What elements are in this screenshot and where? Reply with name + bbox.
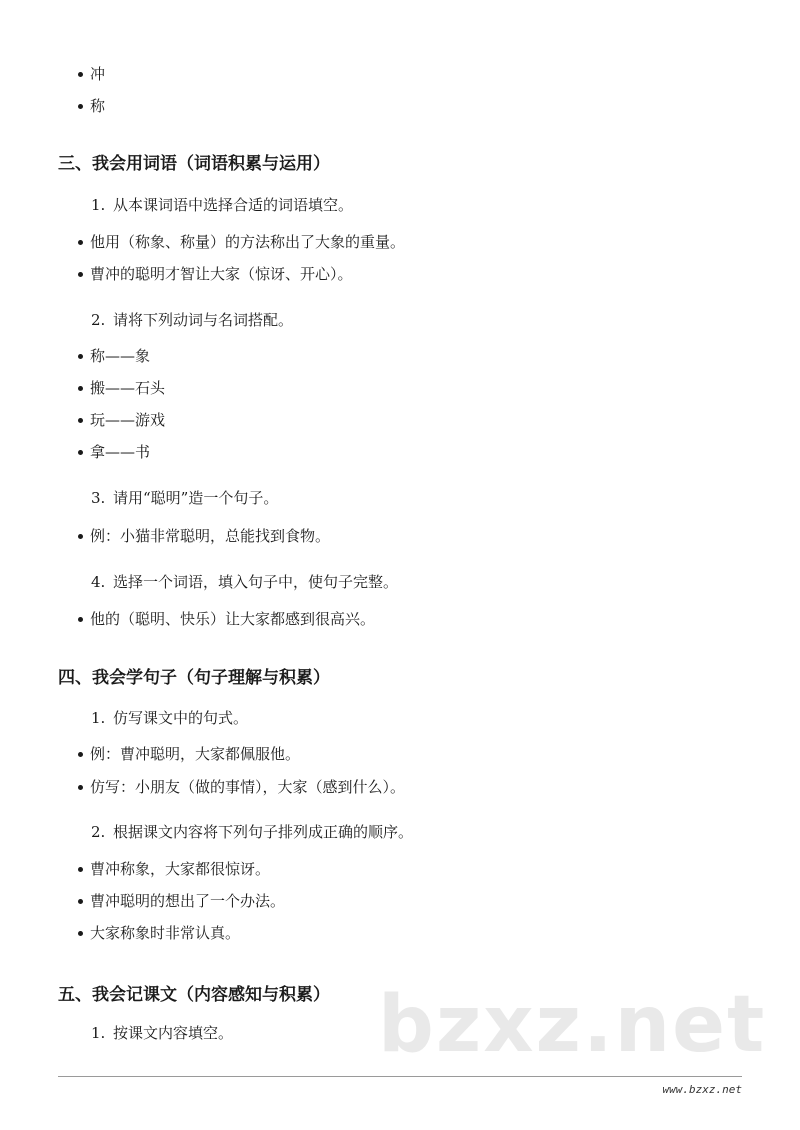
list-item: 例：小猫非常聪明，总能找到食物。 [78, 526, 330, 546]
list-item: 大家称象时非常认真。 [78, 923, 240, 943]
list-item: 他的（聪明、快乐）让大家都感到很高兴。 [78, 609, 375, 629]
list-item: 搬——石头 [78, 378, 165, 398]
question-3: 3. 请用“聪明”造一个句子。 [91, 489, 279, 507]
list-item: 曹冲聪明的想出了一个办法。 [78, 891, 285, 911]
section-heading-3: 三、我会用词语（词语积累与运用） [58, 154, 330, 174]
footer-url: www.bzxz.net [662, 1083, 742, 1096]
list-item: 曹冲的聪明才智让大家（惊讶、开心）。 [78, 264, 353, 284]
list-item: 称——象 [78, 346, 150, 366]
list-item: 冲 [78, 64, 105, 84]
question-4: 4. 选择一个词语，填入句子中，使句子完整。 [91, 573, 399, 591]
list-item: 称 [78, 96, 105, 116]
list-item: 例：曹冲聪明，大家都佩服他。 [78, 744, 300, 764]
section-heading-5: 五、我会记课文（内容感知与积累） [58, 985, 330, 1005]
list-item: 拿——书 [78, 442, 150, 462]
question-1: 1. 按课文内容填空。 [91, 1024, 234, 1042]
watermark: bzxz.net [378, 980, 767, 1070]
list-item: 玩——游戏 [78, 410, 165, 430]
list-item: 仿写：小朋友（做的事情），大家（感到什么）。 [78, 777, 405, 797]
question-1: 1. 仿写课文中的句式。 [91, 709, 249, 727]
list-item: 他用（称象、称量）的方法称出了大象的重量。 [78, 232, 405, 252]
section-heading-4: 四、我会学句子（句子理解与积累） [58, 668, 330, 688]
question-1: 1. 从本课词语中选择合适的词语填空。 [91, 196, 354, 214]
question-2: 2. 请将下列动词与名词搭配。 [91, 311, 294, 329]
list-item: 曹冲称象，大家都很惊讶。 [78, 859, 270, 879]
footer-divider [58, 1076, 742, 1077]
question-2: 2. 根据课文内容将下列句子排列成正确的顺序。 [91, 823, 414, 841]
